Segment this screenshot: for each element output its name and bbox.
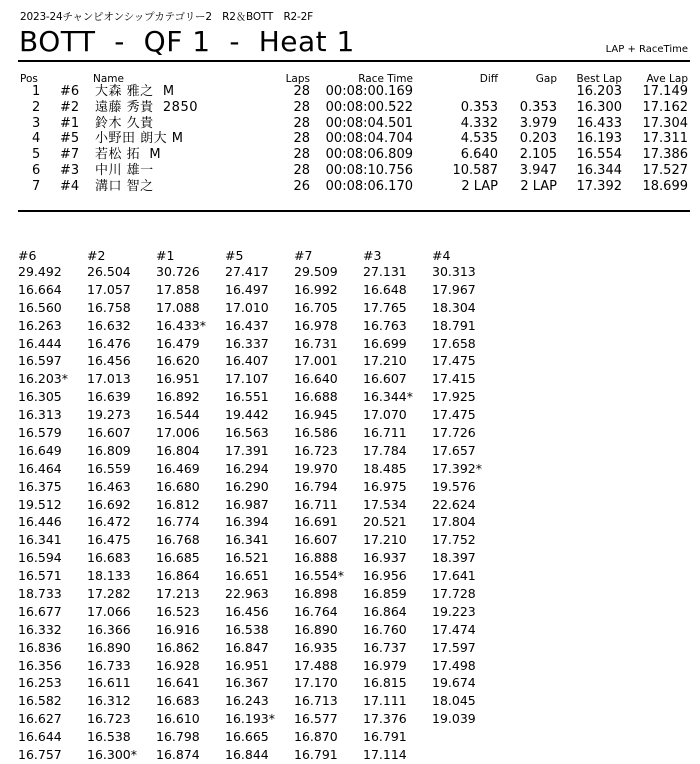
lap-time: 16.456 bbox=[225, 603, 269, 619]
lap-time: 16.723 bbox=[294, 442, 338, 458]
lap-time: 17.967 bbox=[432, 281, 476, 297]
lap-time: 16.620 bbox=[156, 353, 200, 369]
result-kart-number: #6 bbox=[60, 84, 80, 99]
lap-time: 16.890 bbox=[87, 639, 131, 655]
result-laps: 28 bbox=[293, 115, 310, 131]
lap-time: 16.394 bbox=[225, 514, 269, 530]
result-kart-number: #1 bbox=[60, 115, 80, 131]
lap-time: 16.640 bbox=[294, 371, 338, 387]
lap-time: 16.951 bbox=[225, 657, 269, 673]
lap-time: 16.683 bbox=[156, 693, 200, 709]
lap-time: 16.791 bbox=[363, 729, 407, 745]
result-pos: 6 bbox=[32, 163, 41, 178]
lap-time: 16.699 bbox=[363, 335, 407, 351]
lap-column bbox=[432, 248, 502, 728]
result-kart-number: #2 bbox=[60, 99, 80, 115]
result-diff: 0.353 bbox=[460, 99, 498, 115]
lap-time: 16.705 bbox=[294, 299, 338, 315]
lap-time: 17.066 bbox=[87, 603, 131, 619]
lap-time: 17.534 bbox=[363, 496, 407, 512]
result-diff: 6.640 bbox=[460, 147, 498, 163]
result-gap: 2.105 bbox=[519, 147, 557, 163]
lap-time: 16.479 bbox=[156, 335, 200, 351]
result-driver-name: 大森 雅之 M bbox=[95, 84, 175, 99]
result-pos: 4 bbox=[32, 131, 41, 147]
lap-time: 16.641 bbox=[156, 675, 200, 691]
result-best-lap: 16.203 bbox=[576, 84, 622, 99]
lap-time: 16.651 bbox=[225, 568, 269, 584]
lap-time: 29.509 bbox=[294, 264, 338, 279]
lap-time: 16.521 bbox=[225, 550, 269, 566]
lap-time: 16.497 bbox=[225, 281, 269, 297]
result-row bbox=[0, 85, 700, 99]
lap-time: 16.305 bbox=[18, 389, 62, 405]
result-pos: 5 bbox=[32, 147, 41, 163]
lap-time: 17.070 bbox=[363, 407, 407, 423]
lap-time: 17.657 bbox=[432, 442, 476, 458]
lap-time: 16.263 bbox=[18, 317, 62, 333]
lap-time: 16.586 bbox=[294, 425, 338, 441]
lap-time: 16.844 bbox=[225, 747, 269, 763]
lap-time: 16.664 bbox=[18, 281, 62, 297]
result-driver-name: 遠藤 秀貴 2850 bbox=[95, 99, 198, 115]
lap-time: 16.538 bbox=[87, 729, 131, 745]
lap-time: 17.376 bbox=[363, 711, 407, 727]
result-best-lap: 17.392 bbox=[576, 178, 622, 194]
lap-time: 16.737 bbox=[363, 639, 407, 655]
result-diff: 4.535 bbox=[460, 131, 498, 147]
lap-time: 16.627 bbox=[18, 711, 62, 727]
lap-time: 16.538 bbox=[225, 621, 269, 637]
lap-time: 16.892 bbox=[156, 389, 200, 405]
lap-time: 16.332 bbox=[18, 621, 62, 637]
header-rule bbox=[18, 60, 690, 62]
lap-time: 18.304 bbox=[432, 299, 476, 315]
lap-column bbox=[363, 248, 433, 764]
lap-time: 17.392* bbox=[432, 460, 482, 476]
header-pos: Pos bbox=[20, 73, 38, 85]
lap-time: 16.294 bbox=[225, 460, 269, 476]
lap-time: 16.763 bbox=[363, 317, 407, 333]
result-gap: 0.203 bbox=[519, 131, 557, 147]
result-row bbox=[0, 101, 700, 115]
lap-time: 16.344* bbox=[363, 389, 413, 405]
lap-time: 16.794 bbox=[294, 478, 338, 494]
lap-time: 30.313 bbox=[432, 264, 476, 279]
lap-time: 17.111 bbox=[363, 693, 407, 709]
header-ave-lap: Ave Lap bbox=[646, 73, 688, 85]
lap-time: 17.804 bbox=[432, 514, 476, 530]
lap-time: 16.688 bbox=[294, 389, 338, 405]
lap-time: 17.415 bbox=[432, 371, 476, 387]
lap-time: 16.898 bbox=[294, 586, 338, 602]
lap-time: 16.582 bbox=[18, 693, 62, 709]
lap-time: 17.210 bbox=[363, 353, 407, 369]
lap-time: 17.170 bbox=[294, 675, 338, 691]
result-row bbox=[0, 132, 700, 146]
event-subtitle: 2023-24チャンピオンシップカテゴリー2 R2＆BOTT R2-2F bbox=[20, 11, 313, 23]
lap-time: 16.979 bbox=[363, 657, 407, 673]
lap-time: 16.774 bbox=[156, 514, 200, 530]
result-gap: 0.353 bbox=[519, 99, 557, 115]
lap-time: 17.784 bbox=[363, 442, 407, 458]
lap-time: 19.512 bbox=[18, 496, 62, 512]
lap-time: 16.975 bbox=[363, 478, 407, 494]
lap-time: 16.862 bbox=[156, 639, 200, 655]
lap-time: 20.521 bbox=[363, 514, 407, 530]
lap-time: 16.713 bbox=[294, 693, 338, 709]
lap-time: 16.804 bbox=[156, 442, 200, 458]
lap-time: 18.733 bbox=[18, 586, 62, 602]
lap-time: 16.711 bbox=[363, 425, 407, 441]
result-gap: 2 LAP bbox=[520, 178, 557, 194]
lap-time: 16.683 bbox=[87, 550, 131, 566]
result-ave-lap: 17.527 bbox=[642, 163, 688, 178]
lap-time: 16.313 bbox=[18, 407, 62, 423]
lap-column bbox=[225, 248, 295, 764]
lap-time: 16.444 bbox=[18, 335, 62, 351]
result-diff: 2 LAP bbox=[461, 178, 498, 194]
result-row bbox=[0, 148, 700, 162]
lap-time: 19.970 bbox=[294, 460, 338, 476]
lap-time: 16.446 bbox=[18, 514, 62, 530]
lap-time: 16.356 bbox=[18, 657, 62, 673]
header-best-lap: Best Lap bbox=[576, 73, 622, 85]
lap-time: 19.674 bbox=[432, 675, 476, 691]
lap-time: 17.213 bbox=[156, 586, 200, 602]
lap-time: 16.758 bbox=[87, 299, 131, 315]
result-gap: 3.947 bbox=[519, 163, 557, 178]
lap-time: 16.978 bbox=[294, 317, 338, 333]
lap-time: 17.475 bbox=[432, 353, 476, 369]
result-ave-lap: 17.304 bbox=[642, 115, 688, 131]
lap-time: 16.692 bbox=[87, 496, 131, 512]
lap-time: 16.341 bbox=[225, 532, 269, 548]
result-race-time: 00:08:00.169 bbox=[325, 84, 413, 99]
result-laps: 28 bbox=[293, 131, 310, 147]
result-race-time: 00:08:00.522 bbox=[325, 99, 413, 115]
lap-time: 16.951 bbox=[156, 371, 200, 387]
lap-time: 16.815 bbox=[363, 675, 407, 691]
lap-column bbox=[87, 248, 157, 764]
lap-time: 17.282 bbox=[87, 586, 131, 602]
lap-time: 27.131 bbox=[363, 264, 407, 279]
lap-time: 16.723 bbox=[87, 711, 131, 727]
lap-time: 17.752 bbox=[432, 532, 476, 548]
lap-time: 16.433* bbox=[156, 317, 206, 333]
lap-time: 16.463 bbox=[87, 478, 131, 494]
lap-time: 17.391 bbox=[225, 442, 269, 458]
lap-time: 17.088 bbox=[156, 299, 200, 315]
lap-time: 16.375 bbox=[18, 478, 62, 494]
lap-column-header: #6 bbox=[18, 248, 37, 263]
lap-time: 16.733 bbox=[87, 657, 131, 673]
result-driver-name: 小野田 朗大 M bbox=[95, 131, 184, 147]
lap-time: 16.644 bbox=[18, 729, 62, 745]
lap-time: 16.859 bbox=[363, 586, 407, 602]
lap-time: 18.133 bbox=[87, 568, 131, 584]
lap-column-header: #4 bbox=[432, 248, 451, 263]
result-race-time: 00:08:06.809 bbox=[325, 147, 413, 163]
lap-column-header: #1 bbox=[156, 248, 175, 263]
lap-time: 16.864 bbox=[363, 603, 407, 619]
result-ave-lap: 17.162 bbox=[642, 99, 688, 115]
lap-time: 16.639 bbox=[87, 389, 131, 405]
lap-time: 29.492 bbox=[18, 264, 62, 279]
result-driver-name: 中川 雄一 bbox=[95, 163, 154, 178]
lap-time: 16.203* bbox=[18, 371, 68, 387]
lap-time: 17.010 bbox=[225, 299, 269, 315]
result-best-lap: 16.554 bbox=[576, 147, 622, 163]
lap-time: 16.472 bbox=[87, 514, 131, 530]
result-race-time: 00:08:04.704 bbox=[325, 131, 413, 147]
lap-time: 16.300* bbox=[87, 747, 137, 763]
lap-time: 16.611 bbox=[87, 675, 131, 691]
results-rule bbox=[18, 210, 690, 212]
lap-time: 16.685 bbox=[156, 550, 200, 566]
lap-time: 16.523 bbox=[156, 603, 200, 619]
lap-time: 16.916 bbox=[156, 621, 200, 637]
lap-time: 17.057 bbox=[87, 281, 131, 297]
lap-time: 17.013 bbox=[87, 371, 131, 387]
lap-column-header: #5 bbox=[225, 248, 244, 263]
lap-time: 17.475 bbox=[432, 407, 476, 423]
lap-time: 19.223 bbox=[432, 603, 476, 619]
lap-time: 16.554* bbox=[294, 568, 344, 584]
lap-time: 16.945 bbox=[294, 407, 338, 423]
result-kart-number: #7 bbox=[60, 147, 80, 163]
result-pos: 3 bbox=[32, 115, 41, 131]
lap-time: 16.812 bbox=[156, 496, 200, 512]
lap-time: 18.397 bbox=[432, 550, 476, 566]
result-ave-lap: 17.149 bbox=[642, 84, 688, 99]
result-driver-name: 鈴木 久貴 bbox=[95, 115, 154, 131]
result-ave-lap: 18.699 bbox=[642, 178, 688, 194]
result-race-time: 00:08:10.756 bbox=[325, 163, 413, 178]
lap-time: 16.987 bbox=[225, 496, 269, 512]
lap-time: 16.407 bbox=[225, 353, 269, 369]
lap-time: 16.469 bbox=[156, 460, 200, 476]
lap-time: 16.243 bbox=[225, 693, 269, 709]
lap-time: 16.437 bbox=[225, 317, 269, 333]
lap-column bbox=[156, 248, 226, 764]
lap-time: 16.476 bbox=[87, 335, 131, 351]
lap-time: 17.488 bbox=[294, 657, 338, 673]
header-diff: Diff bbox=[479, 73, 498, 85]
result-best-lap: 16.433 bbox=[576, 115, 622, 131]
lap-time: 16.935 bbox=[294, 639, 338, 655]
lap-time: 16.711 bbox=[294, 496, 338, 512]
lap-time: 16.648 bbox=[363, 281, 407, 297]
result-best-lap: 16.193 bbox=[576, 131, 622, 147]
lap-time: 17.474 bbox=[432, 621, 476, 637]
result-pos: 2 bbox=[32, 99, 41, 115]
lap-time: 27.417 bbox=[225, 264, 269, 279]
lap-time: 16.337 bbox=[225, 335, 269, 351]
lap-time: 16.665 bbox=[225, 729, 269, 745]
lap-time: 16.551 bbox=[225, 389, 269, 405]
lap-time: 16.560 bbox=[18, 299, 62, 315]
lap-time: 16.870 bbox=[294, 729, 338, 745]
lap-time: 16.571 bbox=[18, 568, 62, 584]
result-laps: 28 bbox=[293, 147, 310, 163]
lap-time: 17.006 bbox=[156, 425, 200, 441]
result-pos: 1 bbox=[32, 84, 41, 99]
lap-time: 16.677 bbox=[18, 603, 62, 619]
lap-time: 16.594 bbox=[18, 550, 62, 566]
result-diff: 10.587 bbox=[452, 163, 498, 178]
lap-time: 16.366 bbox=[87, 621, 131, 637]
lap-time: 19.273 bbox=[87, 407, 131, 423]
lap-time: 26.504 bbox=[87, 264, 131, 279]
result-kart-number: #5 bbox=[60, 131, 80, 147]
result-ave-lap: 17.311 bbox=[642, 131, 688, 147]
result-driver-name: 溝口 智之 bbox=[95, 178, 154, 194]
lap-time: 17.107 bbox=[225, 371, 269, 387]
lap-time: 17.925 bbox=[432, 389, 476, 405]
result-best-lap: 16.300 bbox=[576, 99, 622, 115]
lap-time: 17.728 bbox=[432, 586, 476, 602]
lap-time: 16.577 bbox=[294, 711, 338, 727]
lap-time: 16.928 bbox=[156, 657, 200, 673]
result-best-lap: 16.344 bbox=[576, 163, 622, 178]
header-laps: Laps bbox=[285, 73, 310, 85]
lap-time: 16.847 bbox=[225, 639, 269, 655]
lap-time: 16.253 bbox=[18, 675, 62, 691]
result-diff: 4.332 bbox=[460, 115, 498, 131]
lap-time: 16.649 bbox=[18, 442, 62, 458]
page-title: BOTT - QF 1 - Heat 1 bbox=[19, 25, 355, 58]
lap-time: 17.765 bbox=[363, 299, 407, 315]
lap-time: 16.680 bbox=[156, 478, 200, 494]
lap-time: 16.607 bbox=[294, 532, 338, 548]
lap-time: 16.464 bbox=[18, 460, 62, 476]
lap-time: 16.475 bbox=[87, 532, 131, 548]
lap-time: 19.576 bbox=[432, 478, 476, 494]
lap-time: 17.858 bbox=[156, 281, 200, 297]
result-kart-number: #4 bbox=[60, 178, 80, 194]
lap-time: 16.757 bbox=[18, 747, 62, 763]
lap-time: 16.632 bbox=[87, 317, 131, 333]
lap-time: 16.731 bbox=[294, 335, 338, 351]
lap-column-header: #3 bbox=[363, 248, 382, 263]
result-race-time: 00:08:04.501 bbox=[325, 115, 413, 131]
lap-time: 16.544 bbox=[156, 407, 200, 423]
lap-column-header: #7 bbox=[294, 248, 313, 263]
lap-time: 19.039 bbox=[432, 711, 476, 727]
lap-time: 19.442 bbox=[225, 407, 269, 423]
lap-time: 18.045 bbox=[432, 693, 476, 709]
lap-time: 18.485 bbox=[363, 460, 407, 476]
result-laps: 26 bbox=[293, 178, 310, 194]
lap-time: 16.563 bbox=[225, 425, 269, 441]
lap-time: 30.726 bbox=[156, 264, 200, 279]
lap-time: 16.888 bbox=[294, 550, 338, 566]
lap-time: 17.726 bbox=[432, 425, 476, 441]
lap-time: 16.367 bbox=[225, 675, 269, 691]
lap-column bbox=[294, 248, 364, 764]
lap-time: 16.956 bbox=[363, 568, 407, 584]
lap-time: 22.963 bbox=[225, 586, 269, 602]
lap-time: 16.760 bbox=[363, 621, 407, 637]
result-laps: 28 bbox=[293, 84, 310, 99]
result-race-time: 00:08:06.170 bbox=[325, 178, 413, 194]
lap-time: 16.597 bbox=[18, 353, 62, 369]
lap-time: 22.624 bbox=[432, 496, 476, 512]
lap-time: 16.607 bbox=[87, 425, 131, 441]
lap-time: 16.768 bbox=[156, 532, 200, 548]
result-pos: 7 bbox=[32, 178, 41, 194]
lap-time: 16.193* bbox=[225, 711, 275, 727]
lap-time: 17.114 bbox=[363, 747, 407, 763]
lap-time: 16.312 bbox=[87, 693, 131, 709]
lap-time: 16.937 bbox=[363, 550, 407, 566]
lap-time: 16.874 bbox=[156, 747, 200, 763]
lap-time: 16.610 bbox=[156, 711, 200, 727]
result-laps: 28 bbox=[293, 99, 310, 115]
lap-time: 16.809 bbox=[87, 442, 131, 458]
lap-time: 16.791 bbox=[294, 747, 338, 763]
lap-time: 16.691 bbox=[294, 514, 338, 530]
lap-time: 17.597 bbox=[432, 639, 476, 655]
lap-time: 16.992 bbox=[294, 281, 338, 297]
result-laps: 28 bbox=[293, 163, 310, 178]
result-row bbox=[0, 164, 700, 178]
result-kart-number: #3 bbox=[60, 163, 80, 178]
lap-time: 18.791 bbox=[432, 317, 476, 333]
lap-time: 17.658 bbox=[432, 335, 476, 351]
lap-time: 16.607 bbox=[363, 371, 407, 387]
lap-time: 16.864 bbox=[156, 568, 200, 584]
result-row bbox=[0, 117, 700, 131]
lap-time: 17.001 bbox=[294, 353, 338, 369]
lap-time: 17.498 bbox=[432, 657, 476, 673]
result-ave-lap: 17.386 bbox=[642, 147, 688, 163]
lap-time: 16.456 bbox=[87, 353, 131, 369]
result-row bbox=[0, 180, 700, 194]
lap-column bbox=[18, 248, 88, 764]
result-driver-name: 若松 拓 M bbox=[95, 147, 162, 163]
lap-time: 16.798 bbox=[156, 729, 200, 745]
header-name: Name bbox=[93, 73, 124, 85]
lap-time: 17.210 bbox=[363, 532, 407, 548]
lap-time: 16.579 bbox=[18, 425, 62, 441]
lap-time: 16.836 bbox=[18, 639, 62, 655]
lap-time: 16.290 bbox=[225, 478, 269, 494]
lap-time: 16.890 bbox=[294, 621, 338, 637]
lap-time: 16.559 bbox=[87, 460, 131, 476]
lap-time: 17.641 bbox=[432, 568, 476, 584]
lap-time: 16.341 bbox=[18, 532, 62, 548]
report-mode-label: LAP + RaceTime bbox=[605, 44, 688, 55]
header-race-time: Race Time bbox=[358, 73, 413, 85]
result-gap: 3.979 bbox=[519, 115, 557, 131]
header-gap: Gap bbox=[535, 73, 557, 85]
lap-column-header: #2 bbox=[87, 248, 106, 263]
lap-time: 16.764 bbox=[294, 603, 338, 619]
